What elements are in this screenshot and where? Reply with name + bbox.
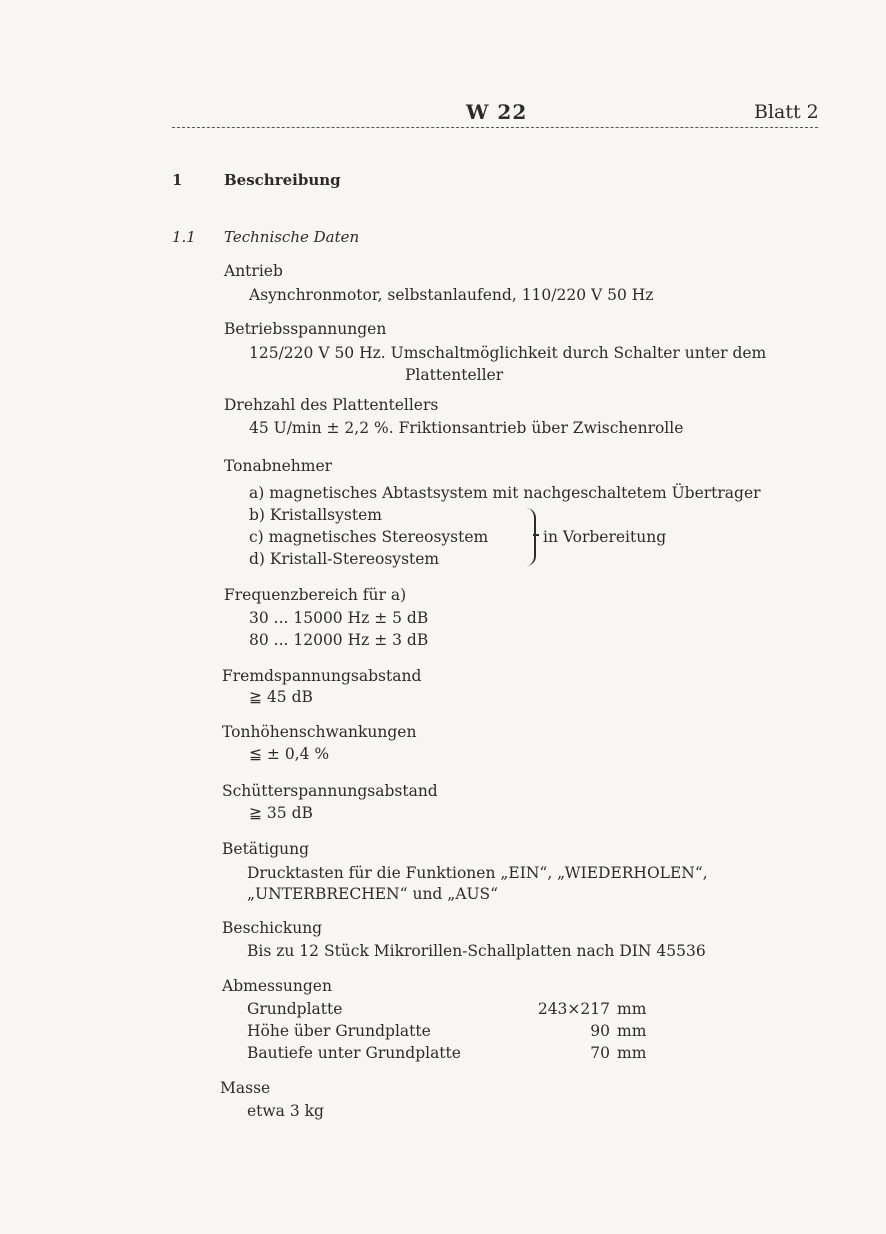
tonabnehmer-item: d) Kristall-Stereosystem (249, 550, 440, 568)
tonabnehmer-note: in Vorbereitung (543, 528, 667, 546)
frequenz-line-1: 30 ... 15000 Hz ± 5 dB (249, 609, 429, 627)
frequenz-line-2: 80 ... 12000 Hz ± 3 dB (249, 631, 429, 649)
grouping-brace (524, 508, 536, 566)
abmessungen-label: Abmessungen (222, 977, 332, 995)
tonhoehe-value: ≦ ± 0,4 % (249, 745, 330, 763)
tonabnehmer-item: a) magnetisches Abtastsystem mit nachgeschaltetem Übertrager (249, 484, 761, 502)
betrieb-label: Betriebsspannungen (224, 320, 387, 338)
abmessung-value: 70 (590, 1044, 610, 1062)
betaetigung-label: Betätigung (222, 840, 310, 858)
tonabnehmer-label: Tonabnehmer (224, 457, 333, 475)
abmessung-unit: mm (617, 1000, 647, 1018)
header-rule (172, 127, 818, 128)
grouping-brace-tip (533, 534, 539, 536)
abmessung-unit: mm (617, 1022, 647, 1040)
tonhoehe-label: Tonhöhenschwankungen (222, 723, 417, 741)
document-code: W 22 (466, 100, 528, 124)
abmessung-value: 90 (590, 1022, 610, 1040)
abmessung-name: Bautiefe unter Grundplatte (247, 1044, 461, 1062)
fremd-label: Fremdspannungsabstand (222, 667, 422, 685)
drehzahl-label: Drehzahl des Plattentellers (224, 396, 439, 414)
tonabnehmer-item: b) Kristallsystem (249, 506, 382, 524)
masse-value: etwa 3 kg (247, 1102, 324, 1120)
antrieb-value: Asynchronmotor, selbstanlaufend, 110/220 V 50 Hz (249, 286, 654, 304)
schuett-value: ≧ 35 dB (249, 804, 313, 822)
section-title: Beschreibung (224, 171, 341, 189)
abmessung-unit: mm (617, 1044, 647, 1062)
sheet-number: Blatt 2 (754, 101, 819, 123)
schuett-label: Schütterspannungsabstand (222, 782, 438, 800)
subsection-number: 1.1 (172, 228, 196, 246)
betaetigung-line-1: Drucktasten für die Funktionen „EIN“, „WIEDERHOLEN“, (247, 864, 708, 882)
betaetigung-line-2: „UNTERBRECHEN“ und „AUS“ (247, 885, 499, 903)
abmessung-value: 243×217 (537, 1000, 610, 1018)
frequenz-label: Frequenzbereich für a) (224, 586, 407, 604)
subsection-title: Technische Daten (224, 228, 360, 246)
tonabnehmer-item: c) magnetisches Stereosystem (249, 528, 489, 546)
betrieb-line-2: Plattenteller (405, 366, 504, 384)
betrieb-line-1: 125/220 V 50 Hz. Umschaltmöglichkeit durch Schalter unter dem (249, 344, 767, 362)
drehzahl-value: 45 U/min ± 2,2 %. Friktionsantrieb über Zwischenrolle (249, 419, 684, 437)
section-number: 1 (172, 171, 183, 189)
beschickung-value: Bis zu 12 Stück Mikrorillen-Schallplatten nach DIN 45536 (247, 942, 706, 960)
fremd-value: ≧ 45 dB (249, 688, 313, 706)
abmessung-name: Grundplatte (247, 1000, 343, 1018)
abmessung-name: Höhe über Grundplatte (247, 1022, 431, 1040)
antrieb-label: Antrieb (224, 262, 283, 280)
beschickung-label: Beschickung (222, 919, 323, 937)
masse-label: Masse (220, 1079, 271, 1097)
